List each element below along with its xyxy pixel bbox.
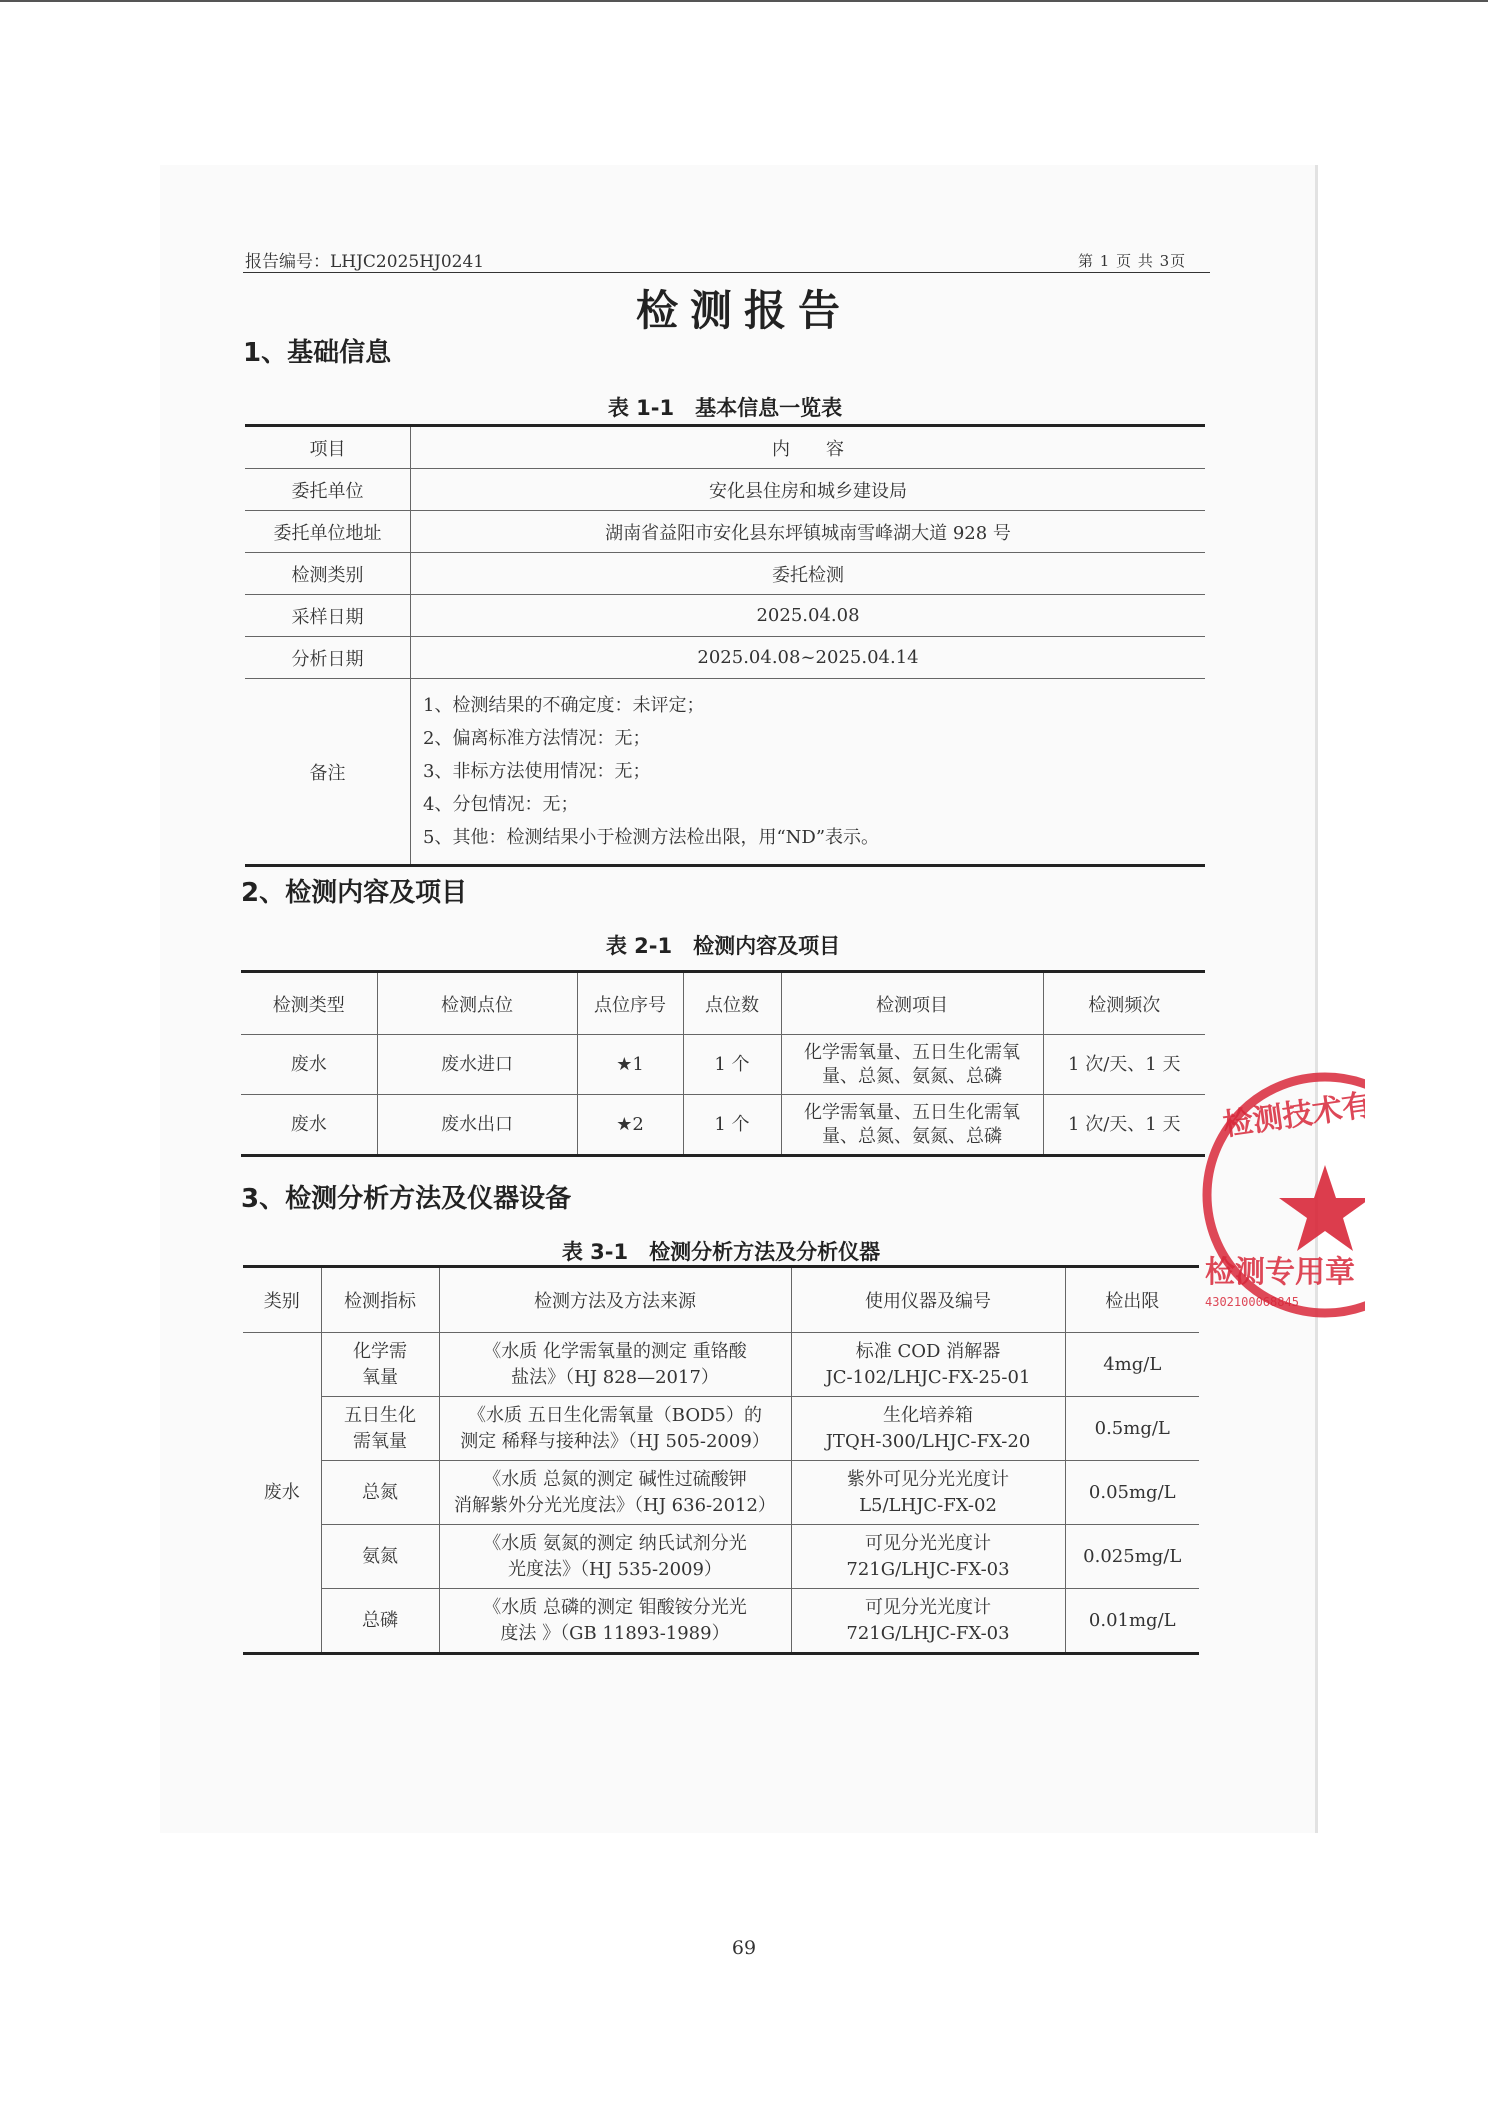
page-top-border bbox=[0, 0, 1488, 2]
row-value: 2025.04.08~2025.04.14 bbox=[411, 637, 1206, 679]
cell-limit: 0.025mg/L bbox=[1065, 1525, 1199, 1589]
method-line: 《水质 总磷的测定 钼酸铵分光光 bbox=[483, 1596, 747, 1618]
instrument-line: 721G/LHJC-FX-03 bbox=[846, 1622, 1010, 1644]
cell-limit: 0.5mg/L bbox=[1065, 1397, 1199, 1461]
indicator-line: 五日生化 bbox=[344, 1404, 416, 1426]
method-line: 《水质 氨氮的测定 纳氏试剂分光 bbox=[483, 1532, 747, 1554]
indicator-line: 化学需 bbox=[353, 1340, 407, 1362]
cell-items bbox=[781, 1035, 1043, 1095]
method-line: 《水质 总氮的测定 碱性过硫酸钾 bbox=[483, 1468, 747, 1490]
table-header-row bbox=[243, 1267, 1199, 1333]
page-number: 69 bbox=[731, 1937, 757, 1959]
table-row bbox=[245, 637, 1205, 679]
col-header: 检测指标 bbox=[321, 1267, 439, 1333]
notes-cell bbox=[411, 679, 1206, 866]
items-line: 化学需氧量、五日生化需氧 bbox=[804, 1041, 1020, 1063]
seal-bottom-text: 检测专用章 bbox=[1205, 1255, 1355, 1290]
table-row bbox=[243, 1589, 1199, 1654]
cell-indicator: 总磷 bbox=[321, 1589, 439, 1654]
cell-indicator: 氨氮 bbox=[321, 1525, 439, 1589]
seal-code: 4302100068845 bbox=[1205, 1295, 1299, 1309]
cell-type: 废水 bbox=[241, 1035, 377, 1095]
items-line: 量、总氮、氨氮、总磷 bbox=[822, 1065, 1002, 1087]
table3-caption: 表 3-1 检测分析方法及分析仪器 bbox=[561, 1240, 881, 1264]
col-header: 类别 bbox=[243, 1267, 321, 1333]
cell-count: 1 个 bbox=[683, 1095, 781, 1156]
cell-point: 废水出口 bbox=[377, 1095, 577, 1156]
table-row bbox=[245, 469, 1205, 511]
method-line: 盐法》（HJ 828—2017） bbox=[511, 1366, 719, 1388]
method-line: 光度法》（HJ 535-2009） bbox=[508, 1558, 722, 1580]
methods-table bbox=[243, 1265, 1199, 1655]
row-key: 委托单位 bbox=[245, 469, 411, 511]
row-key: 委托单位地址 bbox=[245, 511, 411, 553]
page-info: 第 1 页 共 3页 bbox=[1078, 252, 1187, 270]
cell-count: 1 个 bbox=[683, 1035, 781, 1095]
instrument-line: JC-102/LHJC-FX-25-01 bbox=[825, 1366, 1031, 1388]
instrument-line: 可见分光光度计 bbox=[865, 1532, 991, 1554]
table-row bbox=[245, 511, 1205, 553]
indicator-line: 需氧量 bbox=[353, 1430, 407, 1452]
row-value: 湖南省益阳市安化县东坪镇城南雪峰湖大道 928 号 bbox=[411, 511, 1206, 553]
method-line: 《水质 五日生化需氧量（BOD5）的 bbox=[468, 1404, 762, 1426]
table-row bbox=[243, 1525, 1199, 1589]
table2-caption: 表 2-1 检测内容及项目 bbox=[605, 934, 841, 958]
cell-freq: 1 次/天、1 天 bbox=[1043, 1035, 1205, 1095]
detection-items-table bbox=[241, 970, 1205, 1157]
header-rule bbox=[243, 272, 1210, 273]
col-header: 检测频次 bbox=[1043, 972, 1205, 1035]
col-header: 检测点位 bbox=[377, 972, 577, 1035]
cell-type: 废水 bbox=[241, 1095, 377, 1156]
items-line: 化学需氧量、五日生化需氧 bbox=[804, 1101, 1020, 1123]
method-line: 《水质 化学需氧量的测定 重铬酸 bbox=[483, 1340, 747, 1362]
instrument-line: 721G/LHJC-FX-03 bbox=[846, 1558, 1010, 1580]
header-content: 内 容 bbox=[411, 426, 1206, 469]
star-icon bbox=[1279, 1165, 1365, 1251]
cell-limit: 0.01mg/L bbox=[1088, 1609, 1176, 1631]
instrument-line: 可见分光光度计 bbox=[865, 1596, 991, 1618]
report-number: 报告编号：LHJC2025HJ0241 bbox=[245, 252, 485, 272]
cell-instrument bbox=[791, 1461, 1065, 1525]
row-value: 委托检测 bbox=[411, 553, 1206, 595]
row-value: 安化县住房和城乡建设局 bbox=[411, 469, 1206, 511]
table-row bbox=[245, 426, 1205, 469]
cell-instrument bbox=[791, 1333, 1065, 1397]
row-key: 检测类别 bbox=[245, 553, 411, 595]
cell-limit: 4mg/L bbox=[1065, 1333, 1199, 1397]
method-line: 消解紫外分光光度法》（HJ 636-2012） bbox=[454, 1494, 776, 1516]
col-header: 点位数 bbox=[683, 972, 781, 1035]
items-line: 量、总氮、氨氮、总磷 bbox=[822, 1125, 1002, 1147]
cell-method bbox=[439, 1461, 791, 1525]
cell-indicator bbox=[321, 1333, 439, 1397]
row-value: 2025.04.08 bbox=[411, 595, 1206, 637]
cell-seq: ★2 bbox=[577, 1095, 683, 1156]
col-header: 点位序号 bbox=[577, 972, 683, 1035]
official-seal bbox=[1195, 1070, 1404, 1320]
cell-limit: 0.05mg/L bbox=[1065, 1461, 1199, 1525]
table-row bbox=[243, 1397, 1199, 1461]
instrument-line: 紫外可见分光光度计 bbox=[847, 1468, 1009, 1490]
indicator-line: 氧量 bbox=[362, 1366, 398, 1388]
col-header: 检测方法及方法来源 bbox=[439, 1267, 791, 1333]
cell-indicator bbox=[321, 1397, 439, 1461]
row-key: 分析日期 bbox=[245, 637, 411, 679]
cell-method bbox=[439, 1397, 791, 1461]
notes-label: 备注 bbox=[245, 679, 411, 866]
section2-heading: 2、检测内容及项目 bbox=[241, 878, 468, 908]
cell-method bbox=[439, 1589, 791, 1654]
col-header: 检测类型 bbox=[241, 972, 377, 1035]
cell-items bbox=[781, 1095, 1043, 1156]
note-line: 1、检测结果的不确定度：未评定； bbox=[423, 695, 705, 716]
table-row bbox=[245, 679, 1205, 866]
cell-method bbox=[439, 1525, 791, 1589]
note-line: 3、非标方法使用情况：无； bbox=[423, 761, 651, 782]
cell-point: 废水进口 bbox=[377, 1035, 577, 1095]
section3-heading: 3、检测分析方法及仪器设备 bbox=[241, 1184, 572, 1214]
instrument-line: 标准 COD 消解器 bbox=[855, 1340, 1001, 1362]
table-row bbox=[245, 595, 1205, 637]
instrument-line: 生化培养箱 bbox=[883, 1404, 973, 1426]
col-header: 检出限 bbox=[1065, 1267, 1199, 1333]
table1-caption: 表 1-1 基本信息一览表 bbox=[607, 396, 843, 420]
seal-arc-text: 检测技术有限 bbox=[1220, 1083, 1404, 1144]
method-line: 测定 稀释与接种法》（HJ 505-2009） bbox=[460, 1430, 770, 1452]
table-header-row bbox=[241, 972, 1205, 1035]
cell-instrument bbox=[791, 1589, 1065, 1654]
cell-instrument bbox=[791, 1397, 1065, 1461]
cell-method bbox=[439, 1333, 791, 1397]
note-line: 4、分包情况：无； bbox=[423, 794, 579, 815]
header-item: 项目 bbox=[245, 426, 411, 469]
scan-edge bbox=[1315, 165, 1318, 1833]
basic-info-table bbox=[245, 424, 1205, 867]
cell-freq: 1 次/天、1 天 bbox=[1068, 1113, 1181, 1135]
cell-indicator: 总氮 bbox=[321, 1461, 439, 1525]
col-header: 检测项目 bbox=[781, 972, 1043, 1035]
table-row bbox=[243, 1461, 1199, 1525]
cell-seq: ★1 bbox=[577, 1035, 683, 1095]
cell-category: 废水 bbox=[243, 1333, 321, 1654]
section1-heading: 1、基础信息 bbox=[243, 338, 392, 368]
note-line: 2、偏离标准方法情况：无； bbox=[423, 728, 651, 749]
table-row bbox=[241, 1095, 1205, 1156]
instrument-line: L5/LHJC-FX-02 bbox=[859, 1494, 997, 1516]
col-header: 使用仪器及编号 bbox=[791, 1267, 1065, 1333]
report-title: 检测报告 bbox=[635, 286, 852, 335]
table-row bbox=[245, 553, 1205, 595]
row-key: 采样日期 bbox=[245, 595, 411, 637]
method-line: 度法 》（GB 11893-1989） bbox=[500, 1622, 730, 1644]
cell-instrument bbox=[791, 1525, 1065, 1589]
instrument-line: JTQH-300/LHJC-FX-20 bbox=[825, 1430, 1031, 1452]
note-line: 5、其他：检测结果小于检测方法检出限，用“ND”表示。 bbox=[423, 827, 880, 848]
table-row bbox=[243, 1333, 1199, 1397]
table-row bbox=[241, 1035, 1205, 1095]
